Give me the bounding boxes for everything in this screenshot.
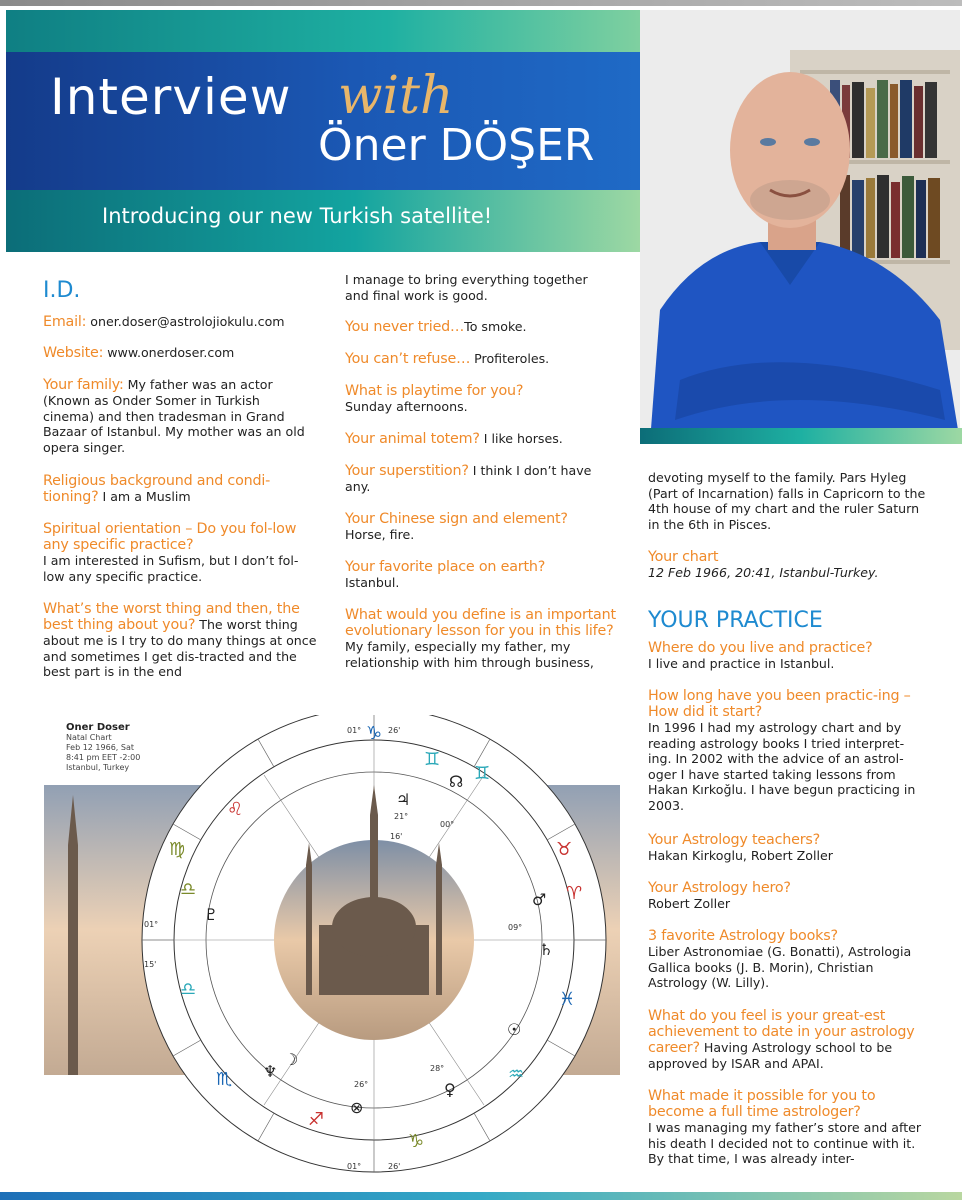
qa-website bbox=[43, 345, 234, 361]
question-lesson: What would you define is an important evolutionary lesson for you in this life? bbox=[345, 607, 616, 639]
svg-text:♍: ♍ bbox=[169, 839, 186, 860]
answer-chart: 12 Feb 1966, 20:41, Istanbul-Turkey. bbox=[648, 565, 879, 580]
label-mid-deg1: 21° bbox=[394, 812, 409, 821]
question-achievement: What do you feel is your great-est achievement to date in your astrology career? bbox=[648, 1008, 915, 1056]
practice-heading: YOUR PRACTICE bbox=[648, 608, 823, 633]
svg-text:♑: ♑ bbox=[408, 1131, 425, 1152]
svg-text:♌: ♌ bbox=[227, 799, 244, 820]
question-never-tried: You never tried… bbox=[345, 319, 465, 335]
label-low-deg2: 28° bbox=[430, 1064, 445, 1073]
label-low-deg: 26° bbox=[354, 1080, 369, 1089]
question-how-long: How long have you been practic-ing – How did it start? bbox=[648, 688, 911, 720]
answer-spiritual: I am interested in Sufism, but I don’t fol-low any specific practice. bbox=[43, 553, 299, 584]
svg-text:♃: ♃ bbox=[396, 790, 411, 809]
label-bottom-min: 26' bbox=[388, 1162, 401, 1171]
qa-family bbox=[43, 377, 313, 455]
id-heading: I.D. bbox=[43, 278, 81, 303]
qa-how-long bbox=[648, 688, 924, 814]
svg-text:♇: ♇ bbox=[204, 905, 219, 924]
answer-chinese: Horse, fire. bbox=[345, 527, 415, 542]
qa-full-time bbox=[648, 1088, 924, 1167]
svg-text:♊: ♊ bbox=[424, 749, 441, 770]
question-full-time: What made it possible for you to become a full time astrologer? bbox=[648, 1088, 876, 1120]
label-top-min: 26' bbox=[388, 726, 401, 735]
answer-full-time: I was managing my father’s store and after his death I decided not to continue with it. By that time, I was already inter- bbox=[648, 1120, 922, 1167]
qa-live bbox=[648, 640, 872, 672]
answer-worst: The worst thing about me is I try to do many things at once and sometimes I get dis-tracted and the best part is in the end bbox=[43, 617, 317, 680]
answer-teachers: Hakan Kirkoglu, Robert Zoller bbox=[648, 848, 833, 863]
question-worst: What’s the worst thing and then, the best thing about you? bbox=[43, 601, 300, 633]
question-chart: Your chart bbox=[648, 549, 719, 565]
header-band-top bbox=[6, 10, 640, 52]
qa-lesson bbox=[345, 607, 625, 670]
svg-text:♎: ♎ bbox=[180, 879, 197, 900]
title-interview: Interview bbox=[50, 68, 292, 126]
qa-playtime bbox=[345, 383, 523, 415]
answer-achievement: Having Astrology school to be approved by ISAR and APAI. bbox=[648, 1040, 893, 1071]
question-place: Your favorite place on earth? bbox=[345, 559, 546, 575]
qa-place bbox=[345, 559, 545, 591]
svg-text:♓: ♓ bbox=[559, 989, 576, 1010]
label-top-deg: 01° bbox=[347, 726, 362, 735]
answer-how-long: In 1996 I had my astrology chart and by reading astrology books I tried interpret-ing. In 2002 with the advice of an astrol-oger I have started taking lessons from Hakan Kırkoğlu. I have begun practicing in 2003. bbox=[648, 720, 916, 813]
label-mid-deg2: 00° bbox=[440, 820, 455, 829]
question-family: Your family: bbox=[43, 377, 124, 393]
question-email: Email: bbox=[43, 314, 87, 330]
natal-chart-wheel bbox=[44, 715, 620, 1185]
qa-chinese bbox=[345, 511, 568, 543]
question-totem: Your animal totem? bbox=[345, 431, 480, 447]
subtitle: Introducing our new Turkish satellite! bbox=[102, 204, 493, 228]
question-religion: Religious background and condi-tioning? bbox=[43, 473, 271, 505]
answer-superstition: I think I don’t have any. bbox=[345, 463, 592, 494]
column-2-continuation: I manage to bring everything together and final work is good. bbox=[345, 272, 588, 303]
label-left-deg: 01° bbox=[144, 920, 159, 929]
question-hero: Your Astrology hero? bbox=[648, 880, 791, 896]
title-with: with bbox=[338, 66, 454, 126]
answer-religion: I am a Muslim bbox=[98, 489, 191, 504]
chart-type: Natal Chart bbox=[66, 733, 112, 742]
svg-text:♊: ♊ bbox=[474, 763, 491, 784]
svg-text:♆: ♆ bbox=[263, 1062, 278, 1081]
svg-text:♐: ♐ bbox=[308, 1109, 325, 1130]
photo-accent-strip bbox=[640, 428, 962, 444]
chart-person-name: Oner Doser bbox=[66, 722, 130, 733]
svg-text:♑: ♑ bbox=[366, 723, 383, 744]
qa-never-tried bbox=[345, 319, 527, 335]
question-superstition: Your superstition? bbox=[345, 463, 469, 479]
svg-text:♀: ♀ bbox=[444, 1080, 456, 1099]
qa-spiritual bbox=[43, 521, 315, 584]
question-live: Where do you live and practice? bbox=[648, 640, 873, 656]
top-border bbox=[0, 0, 962, 6]
qa-worst bbox=[43, 601, 319, 680]
answer-lesson: My family, especially my father, my relationship with him through business, bbox=[345, 639, 594, 670]
qa-teachers bbox=[648, 832, 833, 864]
portrait-photo bbox=[640, 10, 960, 442]
answer-place: Istanbul. bbox=[345, 575, 400, 590]
qa-chart bbox=[648, 549, 879, 581]
svg-text:♉: ♉ bbox=[556, 839, 573, 860]
question-playtime: What is playtime for you? bbox=[345, 383, 524, 399]
svg-text:☉: ☉ bbox=[507, 1020, 522, 1039]
svg-text:☽: ☽ bbox=[284, 1050, 299, 1069]
question-chinese: Your Chinese sign and element? bbox=[345, 511, 568, 527]
chart-place: Istanbul, Turkey bbox=[66, 763, 130, 772]
label-left-min: 15' bbox=[144, 960, 157, 969]
svg-text:☊: ☊ bbox=[449, 772, 464, 791]
question-cant-refuse: You can’t refuse… bbox=[345, 351, 471, 367]
svg-text:♎: ♎ bbox=[180, 979, 197, 1000]
qa-totem bbox=[345, 431, 563, 447]
svg-text:♏: ♏ bbox=[216, 1069, 233, 1090]
qa-cant-refuse bbox=[345, 351, 549, 367]
answer-family: My father was an actor (Known as Onder Somer in Turkish cinema) and then tradesman in Grand Bazaar of Istanbul. My mother was an old opera singer. bbox=[43, 377, 305, 455]
bottom-border bbox=[0, 1192, 962, 1200]
question-spiritual: Spiritual orientation – Do you fol-low any specific practice? bbox=[43, 521, 297, 553]
qa-religion bbox=[43, 473, 313, 505]
natal-chart-figure bbox=[44, 715, 620, 1185]
label-mid-min1: 16' bbox=[390, 832, 403, 841]
column-3-continuation: devoting myself to the family. Pars Hyleg (Part of Incarnation) falls in Capricorn to the 4th house of my chart and the ruler Saturn in the 6th in Pisces. bbox=[648, 470, 926, 532]
chart-date: Feb 12 1966, Sat bbox=[66, 743, 134, 752]
answer-cant-refuse: Profiteroles. bbox=[470, 351, 550, 366]
answer-books: Liber Astronomiae (G. Bonatti), Astrologia Gallica books (J. B. Morin), Christian Astrology (W. Lilly). bbox=[648, 944, 912, 991]
question-books: 3 favorite Astrology books? bbox=[648, 928, 838, 944]
answer-website: www.onerdoser.com bbox=[103, 345, 235, 360]
svg-text:♒: ♒ bbox=[508, 1064, 525, 1085]
label-right-deg: 09° bbox=[508, 923, 523, 932]
answer-live: I live and practice in Istanbul. bbox=[648, 656, 835, 671]
answer-hero: Robert Zoller bbox=[648, 896, 731, 911]
svg-text:♂: ♂ bbox=[532, 890, 547, 909]
qa-achievement bbox=[648, 1008, 924, 1072]
answer-email: oner.doser@astrolojiokulu.com bbox=[86, 314, 285, 329]
answer-playtime: Sunday afternoons. bbox=[345, 399, 468, 414]
qa-email bbox=[43, 314, 285, 330]
qa-hero bbox=[648, 880, 791, 912]
svg-text:♄: ♄ bbox=[539, 940, 554, 959]
label-bottom-deg: 01° bbox=[347, 1162, 362, 1171]
question-teachers: Your Astrology teachers? bbox=[648, 832, 821, 848]
answer-totem: I like horses. bbox=[479, 431, 563, 446]
portrait-illustration bbox=[640, 10, 960, 442]
svg-text:♈: ♈ bbox=[566, 883, 583, 904]
qa-superstition bbox=[345, 463, 607, 495]
svg-text:⊗: ⊗ bbox=[350, 1098, 364, 1117]
title-name: Öner DÖŞER bbox=[318, 120, 595, 171]
chart-time: 8:41 pm EET -2:00 bbox=[66, 753, 141, 762]
qa-books bbox=[648, 928, 924, 991]
question-website: Website: bbox=[43, 345, 104, 361]
chart-info-box bbox=[66, 723, 140, 773]
answer-never-tried: To smoke. bbox=[464, 319, 527, 334]
